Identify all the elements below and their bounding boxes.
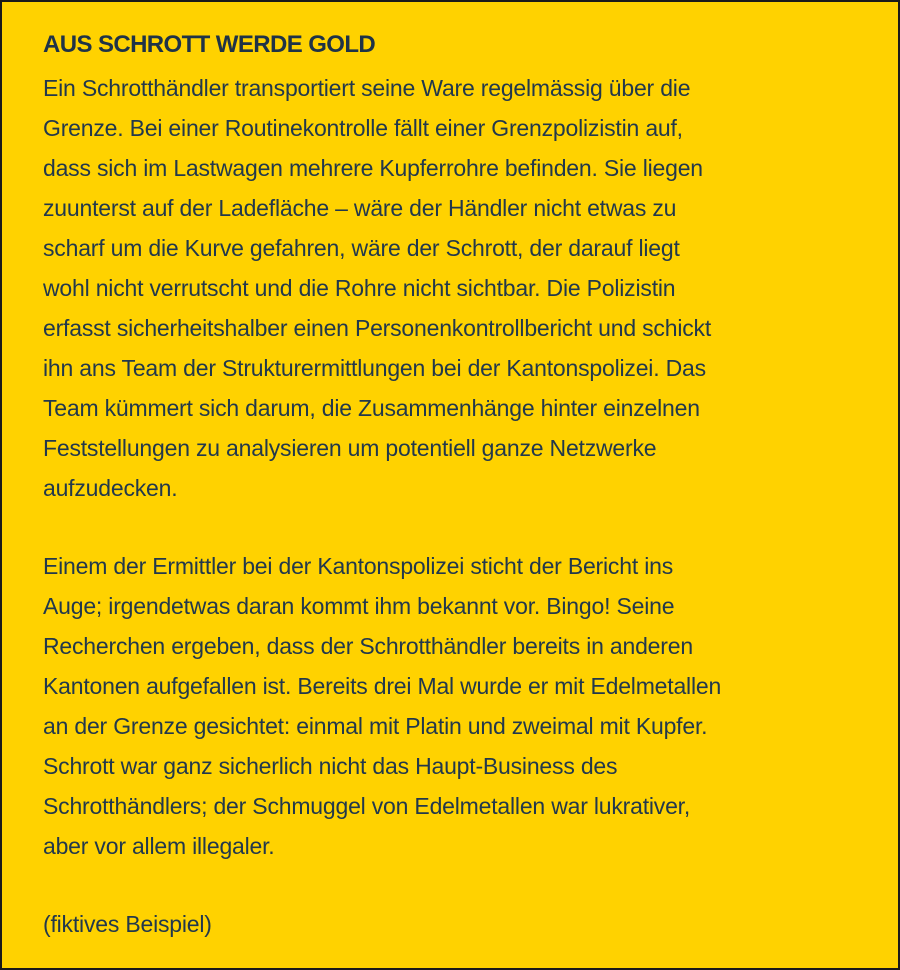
paragraph-1: Ein Schrotthändler transportiert seine Ware regelmässig über die Grenze. Bei einer Routinekontrolle fällt einer Grenzpolizistin auf, dass sich im Lastwagen mehrere Kupferrohre befinden. Sie liegen zuunterst auf der Ladefläche – wäre der Händler nicht etwas zu scharf um die Kurve gefahren, wäre der Schrott, der darauf liegt wohl nicht verrutscht und die Rohre nicht sichtbar. Die Polizistin erfasst sicherheitshalber einen Personenkontrollbericht und schickt ihn ans Team der Strukturermittlungen bei der Kantonspolizei. Das Team kümmert sich darum, die Zusammenhänge hinter einzelnen Feststellungen zu analysieren um potentiell ganze Netzwerke aufzudecken.: [43, 75, 712, 501]
info-box-content: [43, 28, 878, 944]
paragraph-2: Einem der Ermittler bei der Kantonspolizei sticht der Bericht ins Auge; irgendetwas daran kommt ihm bekannt vor. Bingo! Seine Recherchen ergeben, dass der Schrotthändler bereits in anderen Kantonen aufgefallen ist. Bereits drei Mal wurde er mit Edelmetallen an der Grenze gesichtet: einmal mit Platin und zweimal mit Kupfer. Schrott war ganz sicherlich nicht das Haupt-Business des Schrotthändlers; der Schmuggel von Edelmetallen war lukrativer, aber vor allem illegaler.: [43, 553, 722, 859]
box-title: AUS SCHROTT WERDE GOLD: [43, 31, 376, 58]
example-note: (fiktives Beispiel): [43, 911, 212, 937]
